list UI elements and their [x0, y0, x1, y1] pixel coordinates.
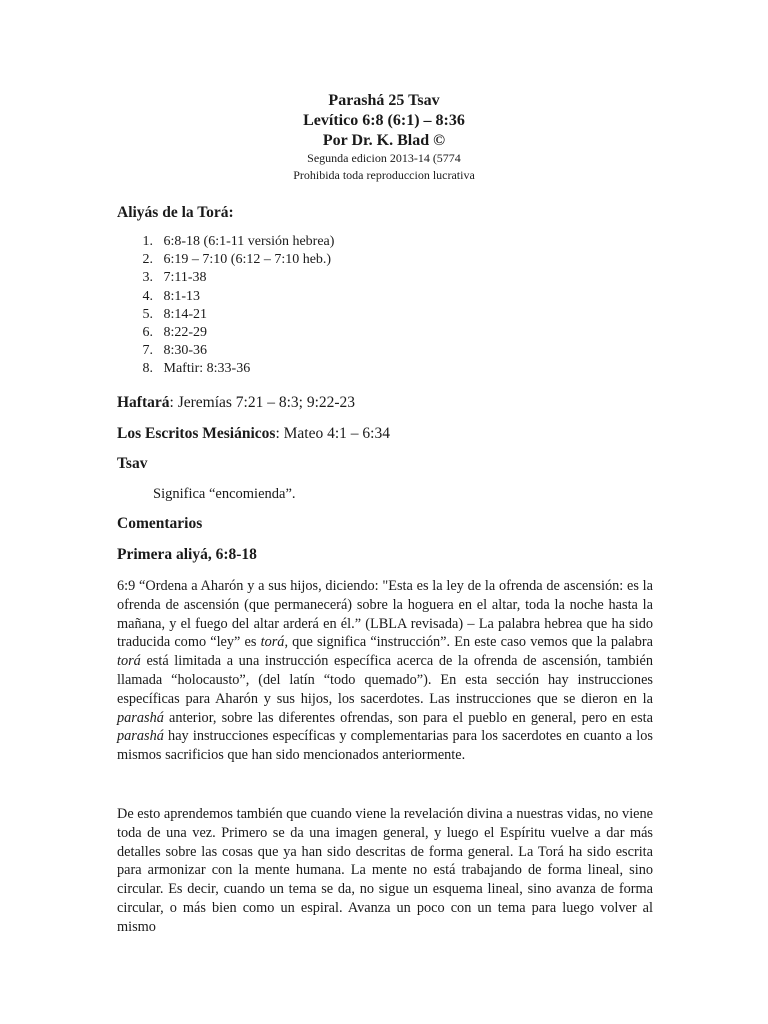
- item-number: 1.: [142, 234, 153, 249]
- item-text: 8:1-13: [163, 288, 201, 304]
- tsav-heading: Tsav: [117, 455, 148, 472]
- item-text: 6:8-18 (6:1-11 versión hebrea): [163, 234, 335, 249]
- commentary-paragraph-2: De esto aprendemos también que cuando viene la revelación divina a nuestras vidas, no viene toda de una vez. Primero se da una imagen general, y luego el Espíritu vuelve a dar más detalles sobre las cosas que ya han sido descritas de forma general. La Torá ha sido escrita para armonizar con la mente humana. La mente no está trabajando de forma lineal, sino circular. Es decir, cuando un tema se da, no sigue un esquema lineal, sino avanza de forma circular, o más bien como un espiral. Avanza un poco con un tema para luego volver al mismo: [117, 806, 653, 935]
- haftara-label: Haftará: [117, 394, 170, 411]
- list-item: [117, 324, 334, 342]
- item-number: 7.: [142, 343, 153, 359]
- comentarios-heading: Comentarios: [117, 515, 203, 532]
- scripture-reference: Levítico 6:8 (6:1) – 8:36: [303, 112, 465, 129]
- author-line: Por Dr. K. Blad ©: [322, 132, 446, 149]
- list-item: [117, 288, 334, 306]
- primera-aliya-heading: Primera aliyá, 6:8-18: [117, 546, 257, 563]
- tsav-meaning: Significa “encomienda”.: [153, 486, 296, 502]
- page-title: Parashá 25 Tsav: [328, 92, 440, 109]
- commentary-paragraph-1: 6:9 “Ordena a Aharón y a sus hijos, diciendo: "Esta es la ley de la ofrenda de ascensión: es la ofrenda de ascensión (que permanecerá) sobre la hoguera en el altar, toda la noche hasta la mañana, y el fuego del altar arderá en él.” (LBLA revisada) – La palabra hebrea que ha sido traducida como “ley” es torá, que significa “instrucción”. En este caso vemos que la palabra torá está limitada a una instrucción específica acerca de la ofrenda de ascensión, también llamada “holocausto”, (del latín “todo quemado”). En esta sección hay instrucciones específicas para Aharón y sus hijos, los sacerdotes. Las instrucciones que se dieron en la parashá anterior, sobre las diferentes ofrendas, son para el pueblo en general, pero en esta parashá hay instrucciones específicas y complementarias para los sacerdotes en cuanto a los mismos sacrificios que han sido mencionados anteriormente.: [117, 578, 653, 764]
- item-text: Maftir: 8:33-36: [163, 361, 251, 377]
- item-number: 5.: [142, 306, 153, 322]
- edition-line: Segunda edicion 2013-14 (5774: [307, 151, 461, 165]
- item-number: 3.: [142, 270, 153, 286]
- haftara-line: [117, 394, 355, 412]
- item-number: 8.: [142, 361, 153, 377]
- item-number: 2.: [142, 252, 153, 268]
- list-item: [117, 233, 334, 251]
- item-text: 7:11-38: [163, 270, 207, 286]
- haftara-text: : Jeremías 7:21 – 8:3; 9:22-23: [169, 394, 356, 411]
- list-item: [117, 360, 334, 378]
- aliyot-list: [117, 233, 334, 379]
- list-item: [117, 269, 334, 287]
- item-text: 6:19 – 7:10 (6:12 – 7:10 heb.): [163, 252, 332, 268]
- aliyot-heading: Aliyás de la Torá:: [117, 204, 234, 221]
- item-number: 4.: [142, 288, 153, 304]
- escritos-label: Los Escritos Mesiánicos: [117, 425, 276, 442]
- list-item: [117, 342, 334, 360]
- escritos-line: [117, 425, 390, 443]
- list-item: [117, 251, 334, 269]
- copyright-notice: Prohibida toda reproduccion lucrativa: [293, 168, 475, 182]
- item-text: 8:30-36: [163, 343, 208, 359]
- list-item: [117, 306, 334, 324]
- item-text: 8:14-21: [163, 306, 208, 322]
- item-text: 8:22-29: [163, 324, 208, 340]
- item-number: 6.: [142, 324, 153, 340]
- escritos-text: : Mateo 4:1 – 6:34: [275, 425, 390, 442]
